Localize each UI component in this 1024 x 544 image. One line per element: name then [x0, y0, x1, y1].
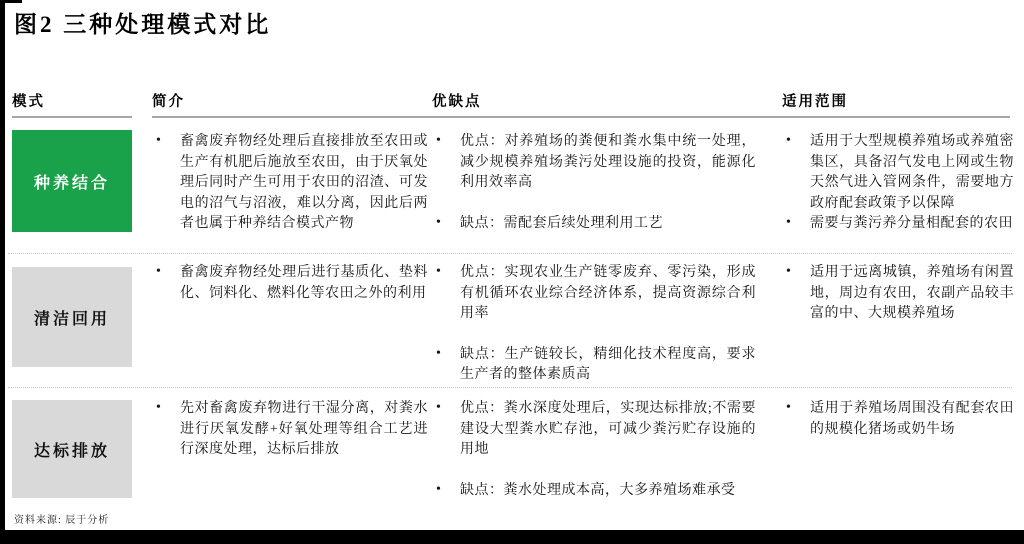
left-black-edge: [0, 0, 5, 544]
pros-bullet: • 优点：实现农业生产链零废弃、零污染，形成有机循环农业综合经济体系，提高资源综合利用率: [432, 263, 756, 325]
mode-badge-discharge-compliance: 达标排放: [12, 400, 132, 498]
source-note: 资料来源: 辰于分析: [14, 515, 110, 526]
scope-bullet: • 需要与粪污养分量相配套的农田: [782, 214, 1014, 235]
col-header-scope: 适用范围: [782, 94, 848, 110]
figure-title: 图2 三种处理模式对比: [14, 12, 272, 37]
pros-cons-cell: [432, 399, 756, 501]
pros-bullet: • 优点：对养殖场的粪便和粪水集中统一处理，减少规模养殖场粪污处理设施的投资，能源化利用效率高: [432, 132, 756, 194]
cons-bullet: • 缺点：粪水处理成本高，大多养殖场难承受: [432, 481, 756, 502]
col-header-intro: 简介: [152, 94, 185, 110]
mode-badge-integrated-farming: 种养结合: [12, 130, 132, 232]
scope-cell: [782, 399, 1014, 440]
scope-bullet: • 适用于远离城镇，养殖场有闲置地，周边有农田，农副产品较丰富的中、大规模养殖场: [782, 263, 1014, 325]
row-divider: [8, 387, 1012, 388]
scope-bullet: • 适用于大型规模养殖场或养殖密集区，具备沼气发电上网或生物天然气进入管网条件，需要地方政府配套政策予以保障: [782, 132, 1014, 214]
top-black-edge: [0, 0, 22, 3]
col-header-pros-cons: 优缺点: [432, 94, 482, 110]
scope-cell: [782, 132, 1014, 235]
pros-cons-cell: [432, 132, 756, 234]
header-underline-content: [152, 116, 1010, 118]
pros-cons-cell: [432, 263, 756, 386]
pros-bullet: • 优点：粪水深度处理后，实现达标排放;不需要建设大型粪水贮存池，可减少粪污贮存设施的用地: [432, 399, 756, 461]
cons-bullet: • 缺点：生产链较长，精细化技术程度高，要求生产者的整体素质高: [432, 345, 756, 386]
intro-bullet: • 畜禽废弃物经处理后直接排放至农田或生产有机肥后施放至农田，由于厌氧处理后同时产生可用于农田的沼渣、可发电的沼气与沼液，难以分离，因此后两者也属于种养结合模式产物: [152, 132, 428, 235]
scope-bullet: • 适用于养殖场周围没有配套农田的规模化猪场或奶牛场: [782, 399, 1014, 440]
scope-cell: [782, 263, 1014, 325]
row-divider: [8, 253, 1012, 254]
intro-bullet: • 先对畜禽废弃物进行干湿分离，对粪水进行厌氧发酵+好氧处理等组合工艺进行深度处理，达标后排放: [152, 399, 428, 461]
intro-cell: [152, 263, 428, 304]
intro-bullet: • 畜禽废弃物经处理后进行基质化、垫料化、饲料化、燃料化等农田之外的利用: [152, 263, 428, 304]
bottom-black-bar: [0, 530, 1024, 544]
col-header-mode: 模式: [12, 94, 45, 110]
mode-badge-clean-reuse: 清洁回用: [12, 267, 132, 367]
intro-cell: [152, 132, 428, 235]
cons-bullet: • 缺点：需配套后续处理利用工艺: [432, 214, 756, 235]
header-underline-mode: [12, 116, 132, 118]
intro-cell: [152, 399, 428, 461]
